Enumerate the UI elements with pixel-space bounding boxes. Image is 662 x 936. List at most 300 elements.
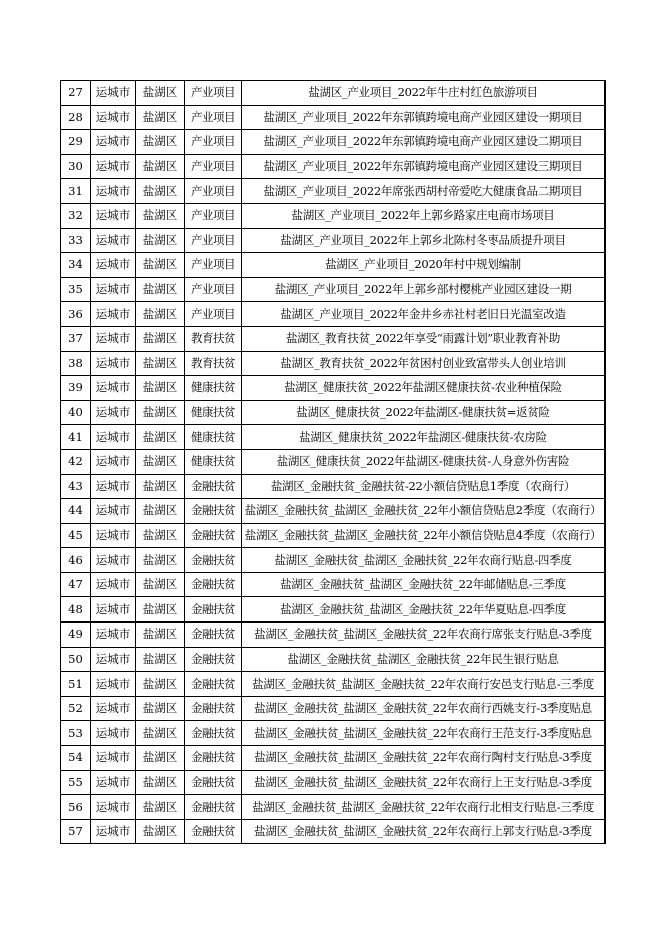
row-number-text: 42	[68, 454, 83, 469]
district-text: 盐湖区	[142, 627, 178, 642]
category-text: 金融扶贫	[191, 750, 235, 765]
category-text: 产业项目	[191, 257, 235, 272]
city-cell[interactable]	[91, 351, 136, 376]
district-text: 盐湖区	[142, 478, 178, 493]
row-number-cell[interactable]	[61, 302, 91, 327]
row-number-cell[interactable]	[61, 277, 91, 302]
row-number-cell[interactable]	[61, 499, 91, 524]
row-number-text: 37	[68, 331, 83, 346]
project-name-cell[interactable]	[242, 795, 606, 820]
project-name-cell[interactable]	[242, 130, 606, 155]
city-cell[interactable]	[91, 81, 136, 106]
row-number-cell[interactable]	[61, 105, 91, 130]
table-row	[61, 81, 606, 106]
city-cell[interactable]	[91, 548, 136, 573]
city-cell[interactable]	[91, 425, 136, 450]
city-cell[interactable]	[91, 622, 136, 647]
city-text: 运城市	[95, 503, 131, 518]
project-name-cell[interactable]	[242, 425, 606, 450]
district-cell[interactable]	[136, 326, 185, 351]
project-name-cell[interactable]	[242, 326, 606, 351]
category-cell[interactable]	[185, 326, 242, 351]
category-text: 金融扶贫	[191, 701, 235, 716]
city-text: 运城市	[95, 405, 131, 420]
row-number-text: 48	[68, 601, 83, 616]
project-name-text: 盐湖区_产业项目_2022年东郭镇跨境电商产业园区建设一期项目	[263, 109, 583, 124]
city-text: 运城市	[95, 159, 131, 174]
district-text: 盐湖区	[142, 159, 178, 174]
row-number-text: 44	[68, 503, 83, 518]
table-row	[61, 499, 606, 524]
row-number-text: 52	[68, 701, 83, 716]
project-name-cell[interactable]	[242, 499, 606, 524]
project-name-cell[interactable]	[242, 474, 606, 499]
row-number-cell[interactable]	[61, 400, 91, 425]
row-number-text: 51	[68, 676, 83, 691]
category-cell[interactable]	[185, 795, 242, 820]
table-row	[61, 376, 606, 401]
category-cell[interactable]	[185, 425, 242, 450]
city-text: 运城市	[95, 701, 131, 716]
category-cell[interactable]	[185, 647, 242, 672]
project-name-cell[interactable]	[242, 819, 606, 844]
category-cell[interactable]	[185, 474, 242, 499]
city-cell[interactable]	[91, 746, 136, 771]
row-number-cell[interactable]	[61, 622, 91, 647]
row-number-cell[interactable]	[61, 351, 91, 376]
row-number-cell[interactable]	[61, 474, 91, 499]
row-number-text: 56	[68, 799, 83, 814]
project-name-cell[interactable]	[242, 228, 606, 253]
category-cell[interactable]	[185, 400, 242, 425]
category-text: 产业项目	[191, 134, 235, 149]
district-cell[interactable]	[136, 253, 185, 278]
district-cell[interactable]	[136, 795, 185, 820]
district-text: 盐湖区	[142, 429, 178, 444]
row-number-text: 32	[68, 208, 83, 223]
category-cell[interactable]	[185, 548, 242, 573]
district-cell[interactable]	[136, 105, 185, 130]
category-cell[interactable]	[185, 228, 242, 253]
row-number-text: 57	[68, 824, 83, 839]
category-text: 健康扶贫	[191, 405, 235, 420]
category-text: 金融扶贫	[191, 577, 235, 592]
project-table-body	[61, 81, 606, 844]
district-cell[interactable]	[136, 572, 185, 597]
category-cell[interactable]	[185, 572, 242, 597]
row-number-cell[interactable]	[61, 523, 91, 548]
row-number-text: 35	[68, 282, 83, 297]
row-number-cell[interactable]	[61, 548, 91, 573]
district-cell[interactable]	[136, 425, 185, 450]
district-cell[interactable]	[136, 672, 185, 697]
city-text: 运城市	[95, 355, 131, 370]
city-text: 运城市	[95, 651, 131, 666]
district-cell[interactable]	[136, 597, 185, 622]
row-number-text: 28	[68, 109, 83, 124]
project-name-cell[interactable]	[242, 154, 606, 179]
row-number-text: 39	[68, 380, 83, 395]
row-number-cell[interactable]	[61, 721, 91, 746]
district-text: 盐湖区	[142, 799, 178, 814]
project-name-text: 盐湖区_产业项目_2022年金井乡赤社村老旧日光温室改造	[280, 306, 566, 321]
district-cell[interactable]	[136, 351, 185, 376]
category-cell[interactable]	[185, 597, 242, 622]
project-name-text: 盐湖区_金融扶贫_盐湖区_金融扶贫_22年农商行安邑支行贴息-三季度	[252, 676, 594, 691]
table-row	[61, 400, 606, 425]
city-cell[interactable]	[91, 770, 136, 795]
category-text: 金融扶贫	[191, 676, 235, 691]
table-row	[61, 203, 606, 228]
district-text: 盐湖区	[142, 577, 178, 592]
category-text: 产业项目	[191, 183, 235, 198]
district-text: 盐湖区	[142, 454, 178, 469]
district-text: 盐湖区	[142, 183, 178, 198]
table-row	[61, 770, 606, 795]
district-text: 盐湖区	[142, 355, 178, 370]
project-name-text: 盐湖区_金融扶贫_盐湖区_金融扶贫_22年农商行王范支行-3季度贴息	[254, 725, 592, 740]
city-text: 运城市	[95, 257, 131, 272]
district-text: 盐湖区	[142, 676, 178, 691]
category-cell[interactable]	[185, 130, 242, 155]
category-cell[interactable]	[185, 81, 242, 106]
category-cell[interactable]	[185, 449, 242, 474]
city-text: 运城市	[95, 282, 131, 297]
district-cell[interactable]	[136, 130, 185, 155]
city-text: 运城市	[95, 478, 131, 493]
project-name-cell[interactable]	[242, 105, 606, 130]
city-text: 运城市	[95, 774, 131, 789]
category-cell[interactable]	[185, 253, 242, 278]
city-cell[interactable]	[91, 130, 136, 155]
project-name-cell[interactable]	[242, 351, 606, 376]
project-name-cell[interactable]	[242, 179, 606, 204]
category-text: 教育扶贫	[191, 331, 235, 346]
table-row	[61, 647, 606, 672]
table-row	[61, 572, 606, 597]
project-name-text: 盐湖区_产业项目_2022年席张西胡村帝爱吃大健康食品二期项目	[263, 183, 583, 198]
district-cell[interactable]	[136, 721, 185, 746]
table-row	[61, 548, 606, 573]
category-cell[interactable]	[185, 696, 242, 721]
district-cell[interactable]	[136, 499, 185, 524]
district-cell[interactable]	[136, 449, 185, 474]
category-text: 金融扶贫	[191, 527, 235, 542]
category-cell[interactable]	[185, 523, 242, 548]
project-name-cell[interactable]	[242, 548, 606, 573]
project-name-text: 盐湖区_金融扶贫_盐湖区_金融扶贫_22年民生银行贴息	[287, 651, 559, 666]
project-name-text: 盐湖区_金融扶贫_盐湖区_金融扶贫_22年农商行上王支行贴息-3季度	[254, 774, 592, 789]
category-text: 产业项目	[191, 208, 235, 223]
city-cell[interactable]	[91, 203, 136, 228]
project-name-text: 盐湖区_产业项目_2022年牛庄村红色旅游项目	[308, 85, 538, 100]
row-number-cell[interactable]	[61, 672, 91, 697]
category-text: 产业项目	[191, 109, 235, 124]
district-text: 盐湖区	[142, 208, 178, 223]
category-cell[interactable]	[185, 277, 242, 302]
project-name-text: 盐湖区_产业项目_2022年东郭镇跨境电商产业园区建设二期项目	[263, 134, 583, 149]
city-text: 运城市	[95, 577, 131, 592]
district-text: 盐湖区	[142, 134, 178, 149]
district-cell[interactable]	[136, 376, 185, 401]
category-text: 金融扶贫	[191, 799, 235, 814]
city-text: 运城市	[95, 232, 131, 247]
table-row	[61, 179, 606, 204]
city-cell[interactable]	[91, 376, 136, 401]
category-cell[interactable]	[185, 819, 242, 844]
project-name-text: 盐湖区_教育扶贫_2022年享受“雨露计划”职业教育补助	[285, 331, 561, 346]
district-cell[interactable]	[136, 179, 185, 204]
table-row	[61, 746, 606, 771]
district-text: 盐湖区	[142, 109, 178, 124]
district-cell[interactable]	[136, 81, 185, 106]
city-cell[interactable]	[91, 277, 136, 302]
project-name-cell[interactable]	[242, 770, 606, 795]
category-cell[interactable]	[185, 499, 242, 524]
project-table	[60, 80, 606, 844]
row-number-text: 49	[68, 627, 83, 642]
project-name-text: 盐湖区_金融扶贫_盐湖区_金融扶贫_22年小额信贷贴息4季度（农商行）	[244, 527, 602, 542]
project-name-cell[interactable]	[242, 597, 606, 622]
category-cell[interactable]	[185, 622, 242, 647]
district-text: 盐湖区	[142, 85, 178, 100]
city-cell[interactable]	[91, 572, 136, 597]
district-cell[interactable]	[136, 523, 185, 548]
category-text: 产业项目	[191, 306, 235, 321]
row-number-cell[interactable]	[61, 746, 91, 771]
city-cell[interactable]	[91, 696, 136, 721]
city-text: 运城市	[95, 750, 131, 765]
project-name-cell[interactable]	[242, 253, 606, 278]
district-cell[interactable]	[136, 400, 185, 425]
district-cell[interactable]	[136, 770, 185, 795]
category-text: 金融扶贫	[191, 774, 235, 789]
district-cell[interactable]	[136, 746, 185, 771]
project-name-cell[interactable]	[242, 203, 606, 228]
city-text: 运城市	[95, 627, 131, 642]
project-name-cell[interactable]	[242, 81, 606, 106]
category-cell[interactable]	[185, 179, 242, 204]
category-cell[interactable]	[185, 746, 242, 771]
table-row	[61, 523, 606, 548]
project-name-cell[interactable]	[242, 696, 606, 721]
category-text: 金融扶贫	[191, 503, 235, 518]
city-text: 运城市	[95, 85, 131, 100]
category-text: 金融扶贫	[191, 725, 235, 740]
city-text: 运城市	[95, 306, 131, 321]
city-text: 运城市	[95, 601, 131, 616]
district-text: 盐湖区	[142, 701, 178, 716]
city-cell[interactable]	[91, 721, 136, 746]
category-text: 健康扶贫	[191, 429, 235, 444]
city-cell[interactable]	[91, 474, 136, 499]
table-row	[61, 795, 606, 820]
row-number-text: 29	[68, 134, 83, 149]
project-name-cell[interactable]	[242, 400, 606, 425]
row-number-cell[interactable]	[61, 326, 91, 351]
city-text: 运城市	[95, 109, 131, 124]
row-number-text: 30	[68, 159, 83, 174]
row-number-text: 47	[68, 577, 83, 592]
project-name-text: 盐湖区_金融扶贫_盐湖区_金融扶贫_22年华夏贴息-四季度	[280, 601, 566, 616]
row-number-cell[interactable]	[61, 597, 91, 622]
table-row	[61, 351, 606, 376]
city-cell[interactable]	[91, 449, 136, 474]
row-number-cell[interactable]	[61, 770, 91, 795]
district-text: 盐湖区	[142, 601, 178, 616]
row-number-cell[interactable]	[61, 179, 91, 204]
district-cell[interactable]	[136, 302, 185, 327]
city-cell[interactable]	[91, 326, 136, 351]
category-text: 金融扶贫	[191, 651, 235, 666]
city-cell[interactable]	[91, 647, 136, 672]
project-name-cell[interactable]	[242, 721, 606, 746]
row-number-text: 38	[68, 355, 83, 370]
city-cell[interactable]	[91, 499, 136, 524]
city-cell[interactable]	[91, 105, 136, 130]
category-text: 金融扶贫	[191, 627, 235, 642]
row-number-cell[interactable]	[61, 253, 91, 278]
city-cell[interactable]	[91, 819, 136, 844]
district-text: 盐湖区	[142, 232, 178, 247]
category-cell[interactable]	[185, 721, 242, 746]
city-text: 运城市	[95, 183, 131, 198]
row-number-cell[interactable]	[61, 203, 91, 228]
row-number-cell[interactable]	[61, 130, 91, 155]
project-name-text: 盐湖区_产业项目_2022年东郭镇跨境电商产业园区建设三期项目	[263, 159, 583, 174]
district-cell[interactable]	[136, 819, 185, 844]
city-text: 运城市	[95, 429, 131, 444]
city-cell[interactable]	[91, 400, 136, 425]
category-cell[interactable]	[185, 203, 242, 228]
city-text: 运城市	[95, 552, 131, 567]
category-cell[interactable]	[185, 105, 242, 130]
category-cell[interactable]	[185, 770, 242, 795]
row-number-text: 31	[68, 183, 83, 198]
project-name-cell[interactable]	[242, 622, 606, 647]
city-cell[interactable]	[91, 672, 136, 697]
city-text: 运城市	[95, 454, 131, 469]
project-name-cell[interactable]	[242, 449, 606, 474]
district-text: 盐湖区	[142, 651, 178, 666]
project-name-text: 盐湖区_金融扶贫_盐湖区_金融扶贫_22年农商行北相支行贴息-三季度	[252, 799, 594, 814]
row-number-cell[interactable]	[61, 449, 91, 474]
district-cell[interactable]	[136, 647, 185, 672]
spreadsheet-page	[60, 80, 602, 844]
project-name-text: 盐湖区_健康扶贫_2022年盐湖区-健康扶贫-农房险	[299, 429, 547, 444]
project-name-text: 盐湖区_产业项目_2022年上郭乡北陈村冬枣品质提升项目	[280, 232, 566, 247]
row-number-cell[interactable]	[61, 228, 91, 253]
city-cell[interactable]	[91, 253, 136, 278]
district-text: 盐湖区	[142, 405, 178, 420]
project-name-cell[interactable]	[242, 376, 606, 401]
district-text: 盐湖区	[142, 750, 178, 765]
city-cell[interactable]	[91, 597, 136, 622]
table-row	[61, 622, 606, 647]
row-number-text: 41	[68, 429, 83, 444]
row-number-text: 33	[68, 232, 83, 247]
project-name-text: 盐湖区_金融扶贫_盐湖区_金融扶贫_22年小额信贷贴息2季度（农商行）	[244, 503, 602, 518]
row-number-text: 36	[68, 306, 83, 321]
category-cell[interactable]	[185, 672, 242, 697]
category-cell[interactable]	[185, 376, 242, 401]
city-cell[interactable]	[91, 523, 136, 548]
project-name-cell[interactable]	[242, 523, 606, 548]
row-number-text: 50	[68, 651, 83, 666]
city-text: 运城市	[95, 380, 131, 395]
row-number-text: 45	[68, 527, 83, 542]
project-name-text: 盐湖区_金融扶贫_盐湖区_金融扶贫_22年农商行西姚支行-3季度贴息	[254, 701, 592, 716]
row-number-text: 46	[68, 552, 83, 567]
district-text: 盐湖区	[142, 503, 178, 518]
city-cell[interactable]	[91, 228, 136, 253]
category-cell[interactable]	[185, 351, 242, 376]
category-cell[interactable]	[185, 302, 242, 327]
district-cell[interactable]	[136, 203, 185, 228]
project-name-text: 盐湖区_金融扶贫_盐湖区_金融扶贫_22年农商行贴息-四季度	[274, 552, 572, 567]
project-name-text: 盐湖区_产业项目_2022年上郭乡路家庄电商市场项目	[291, 208, 555, 223]
city-text: 运城市	[95, 725, 131, 740]
category-text: 教育扶贫	[191, 355, 235, 370]
project-name-cell[interactable]	[242, 277, 606, 302]
table-row	[61, 130, 606, 155]
district-text: 盐湖区	[142, 306, 178, 321]
district-text: 盐湖区	[142, 552, 178, 567]
row-number-text: 27	[68, 85, 83, 100]
city-cell[interactable]	[91, 302, 136, 327]
district-cell[interactable]	[136, 228, 185, 253]
project-name-cell[interactable]	[242, 647, 606, 672]
district-cell[interactable]	[136, 696, 185, 721]
project-name-cell[interactable]	[242, 746, 606, 771]
category-text: 产业项目	[191, 282, 235, 297]
category-text: 金融扶贫	[191, 601, 235, 616]
city-cell[interactable]	[91, 795, 136, 820]
district-cell[interactable]	[136, 154, 185, 179]
row-number-cell[interactable]	[61, 819, 91, 844]
category-text: 金融扶贫	[191, 552, 235, 567]
district-text: 盐湖区	[142, 725, 178, 740]
city-text: 运城市	[95, 208, 131, 223]
category-cell[interactable]	[185, 154, 242, 179]
project-name-cell[interactable]	[242, 572, 606, 597]
row-number-cell[interactable]	[61, 154, 91, 179]
city-text: 运城市	[95, 527, 131, 542]
row-number-cell[interactable]	[61, 647, 91, 672]
row-number-cell[interactable]	[61, 572, 91, 597]
category-text: 金融扶贫	[191, 478, 235, 493]
row-number-cell[interactable]	[61, 795, 91, 820]
city-text: 运城市	[95, 824, 131, 839]
row-number-cell[interactable]	[61, 696, 91, 721]
city-cell[interactable]	[91, 154, 136, 179]
city-cell[interactable]	[91, 179, 136, 204]
project-name-text: 盐湖区_金融扶贫_盐湖区_金融扶贫_22年农商行陶村支行贴息-3季度	[254, 750, 592, 765]
row-number-cell[interactable]	[61, 81, 91, 106]
table-row	[61, 277, 606, 302]
district-cell[interactable]	[136, 474, 185, 499]
district-cell[interactable]	[136, 277, 185, 302]
project-name-text: 盐湖区_健康扶贫_2022年盐湖区-健康扶贫=返贫险	[296, 405, 550, 420]
project-name-cell[interactable]	[242, 302, 606, 327]
district-cell[interactable]	[136, 622, 185, 647]
row-number-cell[interactable]	[61, 425, 91, 450]
row-number-cell[interactable]	[61, 376, 91, 401]
district-cell[interactable]	[136, 548, 185, 573]
project-name-cell[interactable]	[242, 672, 606, 697]
district-text: 盐湖区	[142, 527, 178, 542]
row-number-text: 54	[68, 750, 83, 765]
